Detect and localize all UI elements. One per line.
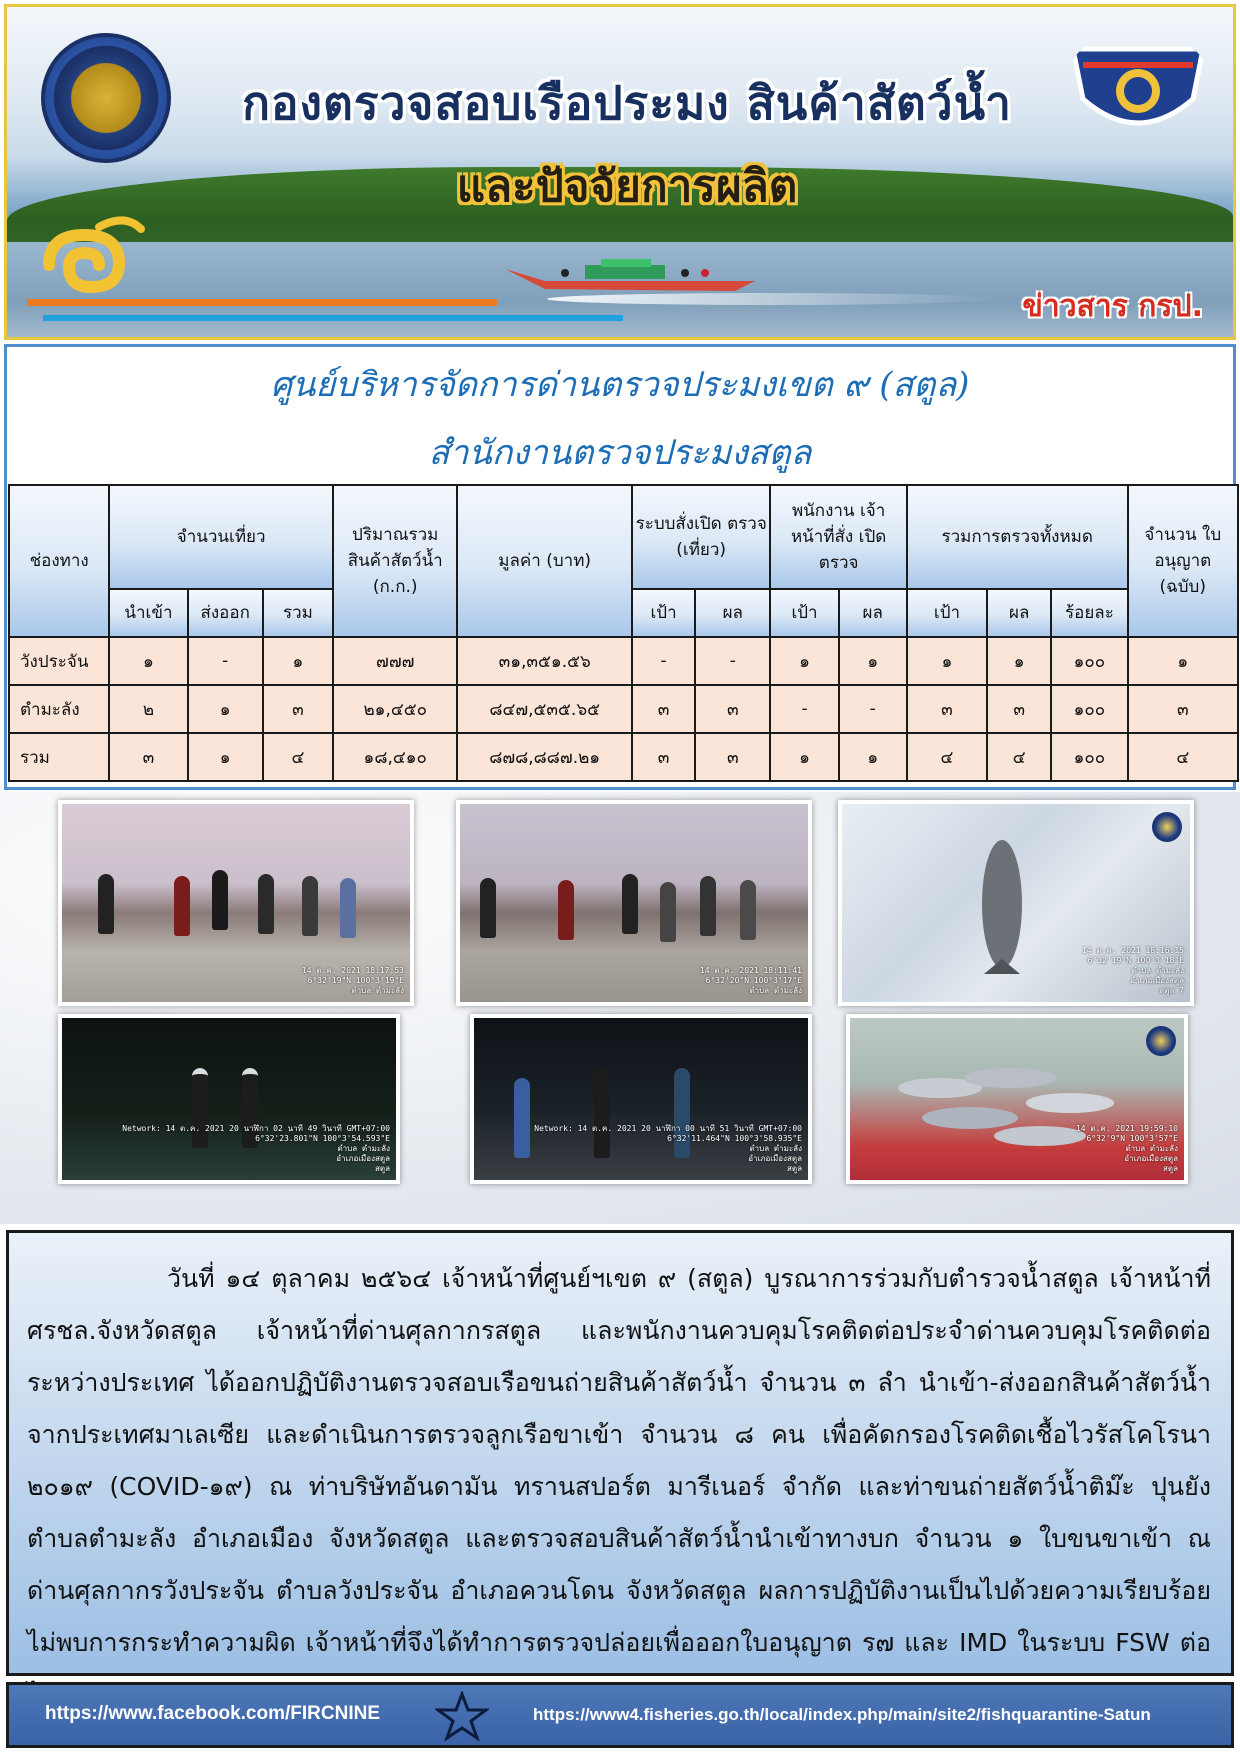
cell-trips-total: ๑: [263, 637, 333, 685]
cell-percent: ๑๐๐: [1051, 685, 1127, 733]
footer-bar: [6, 1682, 1234, 1748]
cell-permits: ๑: [1128, 637, 1238, 685]
photo-timestamp: 14 ต.ค. 2021 18:11:41 6°32'20"N 100°3'17"E ตำบล ตำมะลัง: [699, 966, 802, 995]
person-figure: [98, 874, 114, 934]
header-trips-total: รวม: [263, 589, 333, 637]
table-row: [9, 685, 1238, 733]
photo-fish-in-crate: [846, 1014, 1188, 1184]
orange-stripe: [27, 299, 497, 306]
header-system: ระบบสั่งเปิด ตรวจ (เที่ยว): [632, 485, 770, 589]
photo-timestamp: 14 ต.ค. 2021 18:17:53 6°32'19"N 100°3'19"E ตำบล ตำมะลัง: [301, 966, 404, 995]
cell-trips-total: ๔: [263, 733, 333, 781]
photo-gallery: [0, 792, 1240, 1224]
website-link[interactable]: https://www4.fisheries.go.th/local/index.php/main/site2/fishquarantine-Satun: [533, 1705, 1151, 1724]
office-heading-office: สำนักงานตรวจประมงสตูล: [428, 433, 812, 473]
person-figure: [212, 870, 228, 930]
cell-trips-total: ๓: [263, 685, 333, 733]
person-figure: [622, 874, 638, 934]
header-trips-out: ส่งออก: [188, 589, 263, 637]
cell-percent: ๑๐๐: [1051, 733, 1127, 781]
header-staff-result: ผล: [839, 589, 907, 637]
cell-trips-in: ๒: [109, 685, 187, 733]
office-heading-center: ศูนย์บริหารจัดการด่านตรวจประมงเขต ๙ (สตูล): [270, 365, 970, 405]
cell-staff-result: ๑: [839, 733, 907, 781]
blue-stripe: [43, 315, 623, 321]
header-staff-target: เป้า: [770, 589, 838, 637]
person-figure: [480, 878, 496, 938]
banner-title-line1: กองตรวจสอบเรือประมง สินค้าสัตว์น้ำ: [242, 76, 1012, 130]
person-figure: [514, 1078, 530, 1158]
cell-trips-in: ๓: [109, 733, 187, 781]
header-system-target: เป้า: [632, 589, 695, 637]
facebook-link[interactable]: https://www.facebook.com/FIRCNINE: [45, 1703, 380, 1724]
fishery-inspection-badge: [1063, 29, 1213, 149]
header-trips: จำนวนเที่ยว: [109, 485, 333, 589]
header-value: มูลค่า (บาท): [457, 485, 632, 637]
photo-pier-team-2: [456, 800, 812, 1006]
person-figure: [302, 876, 318, 936]
table-row-total: [9, 733, 1238, 781]
person-figure: [558, 880, 574, 940]
person-figure: [174, 876, 190, 936]
person-figure: [340, 878, 356, 938]
cell-permits: ๔: [1128, 733, 1238, 781]
header-trips-in: นำเข้า: [109, 589, 187, 637]
cell-staff-target: ๑: [770, 733, 838, 781]
cell-system-target: -: [632, 637, 695, 685]
cell-all-target: ๔: [907, 733, 987, 781]
cell-system-target: ๓: [632, 733, 695, 781]
table-row: [9, 637, 1238, 685]
cell-quantity: ๑๘,๔๑๐: [333, 733, 457, 781]
cell-all-result: ๑: [987, 637, 1051, 685]
department-logo-watermark: [1146, 1026, 1176, 1056]
cell-staff-target: -: [770, 685, 838, 733]
header-staff: พนักงาน เจ้าหน้าที่สั่ง เปิดตรวจ: [770, 485, 906, 589]
news-label: ข่าวสาร กรป.: [1022, 289, 1203, 324]
header-quantity: ปริมาณรวม สินค้าสัตว์น้ำ (ก.ก.): [333, 485, 457, 637]
fish-illustration: [972, 824, 1032, 984]
banner-title-line2: และปัจจัยการผลิต: [456, 161, 798, 212]
cell-value: ๓๑,๓๕๑.๕๖: [457, 637, 632, 685]
header-channel: ช่องทาง: [9, 485, 109, 637]
cell-percent: ๑๐๐: [1051, 637, 1127, 685]
cell-all-result: ๓: [987, 685, 1051, 733]
cell-channel: ตำมะลัง: [9, 685, 109, 733]
cell-system-result: ๓: [695, 685, 770, 733]
cell-trips-out: -: [188, 637, 263, 685]
department-seal-logo: [41, 33, 171, 163]
department-logo-watermark: [1152, 812, 1182, 842]
inspection-statistics-table: [8, 484, 1239, 782]
cell-channel: รวม: [9, 733, 109, 781]
photo-night-inspection-2: [470, 1014, 812, 1184]
header-all-percent: ร้อยละ: [1051, 589, 1127, 637]
cell-system-result: ๓: [695, 733, 770, 781]
cell-all-target: ๑: [907, 637, 987, 685]
photo-timestamp: Network: 14 ต.ค. 2021 20 นาฬิกา 02 นาที 49 วินาที GMT+07:00 6°32'23.801"N 100°3'54.593"E ตำบล ตำมะลัง อำเภอเมืองสตูล สตูล: [122, 1124, 390, 1173]
cell-permits: ๓: [1128, 685, 1238, 733]
header-permits: จำนวน ใบอนุญาต (ฉบับ): [1128, 485, 1238, 637]
star-icon: [435, 1691, 489, 1741]
person-figure: [660, 882, 676, 942]
photo-fish-on-ice: [838, 800, 1194, 1006]
photo-timestamp: 14 ต.ค. 2021 19:59:10 6°32'9"N 100°3'57"E ตำบล ตำมะลัง อำเภอเมืองสตูล สตูล: [1075, 1124, 1178, 1173]
header-banner: [4, 4, 1236, 340]
cell-trips-in: ๑: [109, 637, 187, 685]
cell-all-result: ๔: [987, 733, 1051, 781]
photo-night-inspection-1: [58, 1014, 400, 1184]
cell-value: ๘๔๗,๕๓๕.๖๕: [457, 685, 632, 733]
person-figure: [740, 880, 756, 940]
cell-staff-result: -: [839, 685, 907, 733]
cell-system-target: ๓: [632, 685, 695, 733]
header-all-result: ผล: [987, 589, 1051, 637]
cell-staff-target: ๑: [770, 637, 838, 685]
news-paragraph: วันที่ ๑๔ ตุลาคม ๒๕๖๔ เจ้าหน้าที่ศูนย์ฯเขต ๙ (สตูล) บูรณาการร่วมกับตำรวจน้ำสตูล เจ้าหน้าที่ ศรชล.จังหวัดสตูล เจ้าหน้าที่ด่านศุลกากรสตูล และพนักงานควบคุมโรคติดต่อประจำด่านควบคุมโรคติดต่อระหว่างประเทศ ได้ออกปฏิบัติงานตรวจสอบเรือขนถ่ายสินค้าสัตว์น้ำ จำนวน ๓ ลำ นำเข้า-ส่งออกสินค้าสัตว์น้ำจากประเทศมาเลเซีย และดำเนินการตรวจลูกเรือขาเข้า จำนวน ๘ คน เพื่อคัดกรองโรคติดเชื้อไวรัสโคโรนา ๒๐๑๙ (COVID-๑๙) ณ ท่าบริษัทอันดามัน ทรานสปอร์ต มารีเนอร์ จำกัด และท่าขนถ่ายสัตว์น้ำติม๊ะ ปุนยัง ตำบลตำมะลัง อำเภอเมือง จังหวัดสตูล และตรวจสอบสินค้าสัตว์น้ำนำเข้าทางบก จำนวน ๑ ใบขนขาเข้า ณ ด่านศุลกากรวังประจัน ตำบลวังประจัน อำเภอควนโดน จังหวัดสตูล ผลการปฏิบัติงานเป็นไปด้วยความเรียบร้อยไม่พบการกระทำความผิด เจ้าหน้าที่จึงได้ทำการตรวจปล่อยเพื่อออกใบอนุญาต ร๗ และ IMD ในระบบ FSW ต่อ: [27, 1264, 1211, 1657]
cell-system-result: -: [695, 637, 770, 685]
header-all-checks: รวมการตรวจทั้งหมด: [907, 485, 1128, 589]
news-body: [6, 1230, 1234, 1676]
cell-quantity: ๗๗๗: [333, 637, 457, 685]
cell-quantity: ๒๑,๔๕๐: [333, 685, 457, 733]
header-all-target: เป้า: [907, 589, 987, 637]
photo-timestamp: Network: 14 ต.ค. 2021 20 นาฬิกา 00 นาที 51 วินาที GMT+07:00 6°32'11.464"N 100°3'58.935"E ตำบล ตำมะลัง อำเภอเมืองสตูล สตูล: [534, 1124, 802, 1173]
person-figure: [700, 876, 716, 936]
cell-trips-out: ๑: [188, 685, 263, 733]
boat-image: [505, 259, 765, 299]
cell-value: ๘๗๘,๘๘๗.๒๑: [457, 733, 632, 781]
region-nine-emblem: [29, 205, 149, 301]
person-figure: [258, 874, 274, 934]
cell-all-target: ๓: [907, 685, 987, 733]
cell-staff-result: ๑: [839, 637, 907, 685]
cell-channel: วังประจัน: [9, 637, 109, 685]
header-system-result: ผล: [695, 589, 770, 637]
photo-pier-team-1: [58, 800, 414, 1006]
cell-trips-out: ๑: [188, 733, 263, 781]
photo-timestamp: 14 ต.ค. 2021 18:16:15 6°32'19"N 100°3'18"E ตำบล ตำมะลัง อำเภอเมืองสตูล สตูล 7: [1081, 946, 1184, 995]
